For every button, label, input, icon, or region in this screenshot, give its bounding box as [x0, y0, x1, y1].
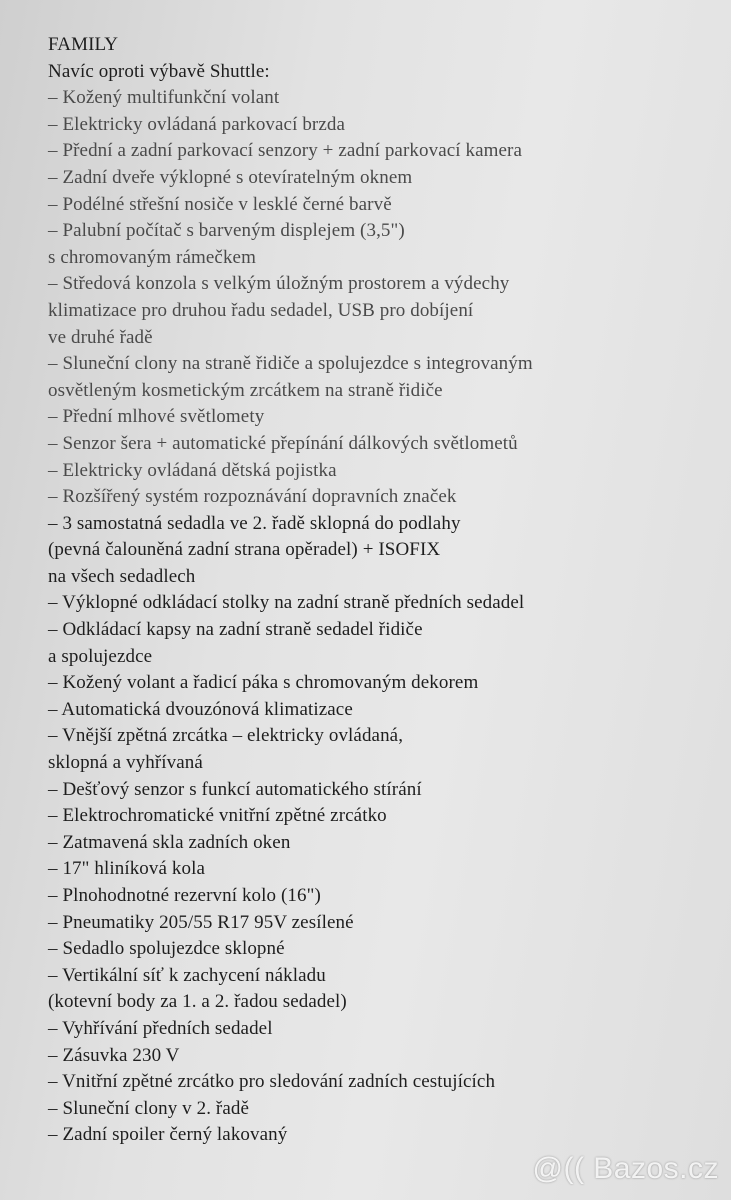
equipment-line: – Sluneční clony na straně řidiče a spolujezdce s integrovaným	[48, 353, 533, 375]
document-subheading: Navíc oproti výbavě Shuttle:	[48, 60, 270, 82]
equipment-line: klimatizace pro druhou řadu sedadel, USB pro dobíjení	[48, 299, 474, 321]
equipment-lines	[48, 85, 708, 1149]
equipment-line: (kotevní body za 1. a 2. řadou sedadel)	[48, 991, 347, 1013]
equipment-line: – Sluneční clony v 2. řadě	[48, 1097, 249, 1119]
equipment-line: – Elektricky ovládaná dětská pojistka	[48, 459, 337, 481]
equipment-line: s chromovaným rámečkem	[48, 246, 256, 268]
equipment-line: – Zadní dveře výklopné s otevíratelným oknem	[48, 166, 413, 188]
equipment-line: – Středová konzola s velkým úložným prostorem a výdechy	[48, 273, 510, 295]
equipment-list-document	[48, 32, 708, 1149]
equipment-line: – Zatmavená skla zadních oken	[48, 831, 291, 853]
equipment-line: – Pneumatiky 205/55 R17 95V zesílené	[48, 911, 354, 933]
equipment-line: osvětleným kosmetickým zrcátkem na straně řidiče	[48, 379, 443, 401]
equipment-line: – Vnější zpětná zrcátka – elektricky ovládaná,	[48, 725, 404, 747]
equipment-line: – Elektricky ovládaná parkovací brzda	[48, 113, 346, 135]
bazos-watermark: @(( Bazos.cz	[532, 1152, 719, 1185]
equipment-line: – Dešťový senzor s funkcí automatického stírání	[48, 778, 422, 800]
equipment-line: – Senzor šera + automatické přepínání dálkových světlometů	[48, 432, 518, 454]
equipment-line: – Zásuvka 230 V	[48, 1044, 180, 1066]
equipment-line: – Vyhřívání předních sedadel	[48, 1017, 273, 1039]
equipment-line: – Elektrochromatické vnitřní zpětné zrcátko	[48, 805, 387, 827]
equipment-line: – 17" hliníková kola	[48, 858, 205, 880]
equipment-line: – Zadní spoiler černý lakovaný	[48, 1124, 288, 1146]
equipment-line: – Automatická dvouzónová klimatizace	[48, 698, 353, 720]
equipment-line: (pevná čalouněná zadní strana opěradel) + ISOFIX	[48, 539, 441, 561]
equipment-line: a spolujezdce	[48, 645, 153, 667]
equipment-line: – Palubní počítač s barveným displejem (3,5")	[48, 220, 405, 242]
equipment-line: – Přední mlhové světlomety	[48, 406, 265, 428]
equipment-line: – Plnohodnotné rezervní kolo (16")	[48, 885, 321, 906]
equipment-line: – Vertikální síť k zachycení nákladu	[48, 964, 326, 986]
equipment-line: – Rozšířený systém rozpoznávání dopravních značek	[48, 486, 457, 508]
equipment-line: – Výklopné odkládací stolky na zadní straně předních sedadel	[48, 592, 525, 614]
equipment-line: – Odkládací kapsy na zadní straně sedadel řidiče	[48, 619, 423, 641]
document-heading: FAMILY	[48, 34, 119, 55]
equipment-line: – Přední a zadní parkovací senzory + zadní parkovací kamera	[48, 140, 522, 162]
equipment-line: – Kožený volant a řadicí páka s chromovaným dekorem	[48, 672, 479, 694]
equipment-line: – Podélné střešní nosiče v lesklé černé barvě	[48, 193, 392, 215]
equipment-line: ve druhé řadě	[48, 326, 153, 348]
equipment-line: – Vnitřní zpětné zrcátko pro sledování zadních cestujících	[48, 1071, 496, 1093]
equipment-line: sklopná a vyhřívaná	[48, 752, 203, 774]
equipment-line: – 3 samostatná sedadla ve 2. řadě sklopná do podlahy	[48, 512, 461, 534]
equipment-line: – Kožený multifunkční volant	[48, 87, 280, 109]
equipment-line: na všech sedadlech	[48, 565, 196, 587]
equipment-line: – Sedadlo spolujezdce sklopné	[48, 938, 285, 960]
